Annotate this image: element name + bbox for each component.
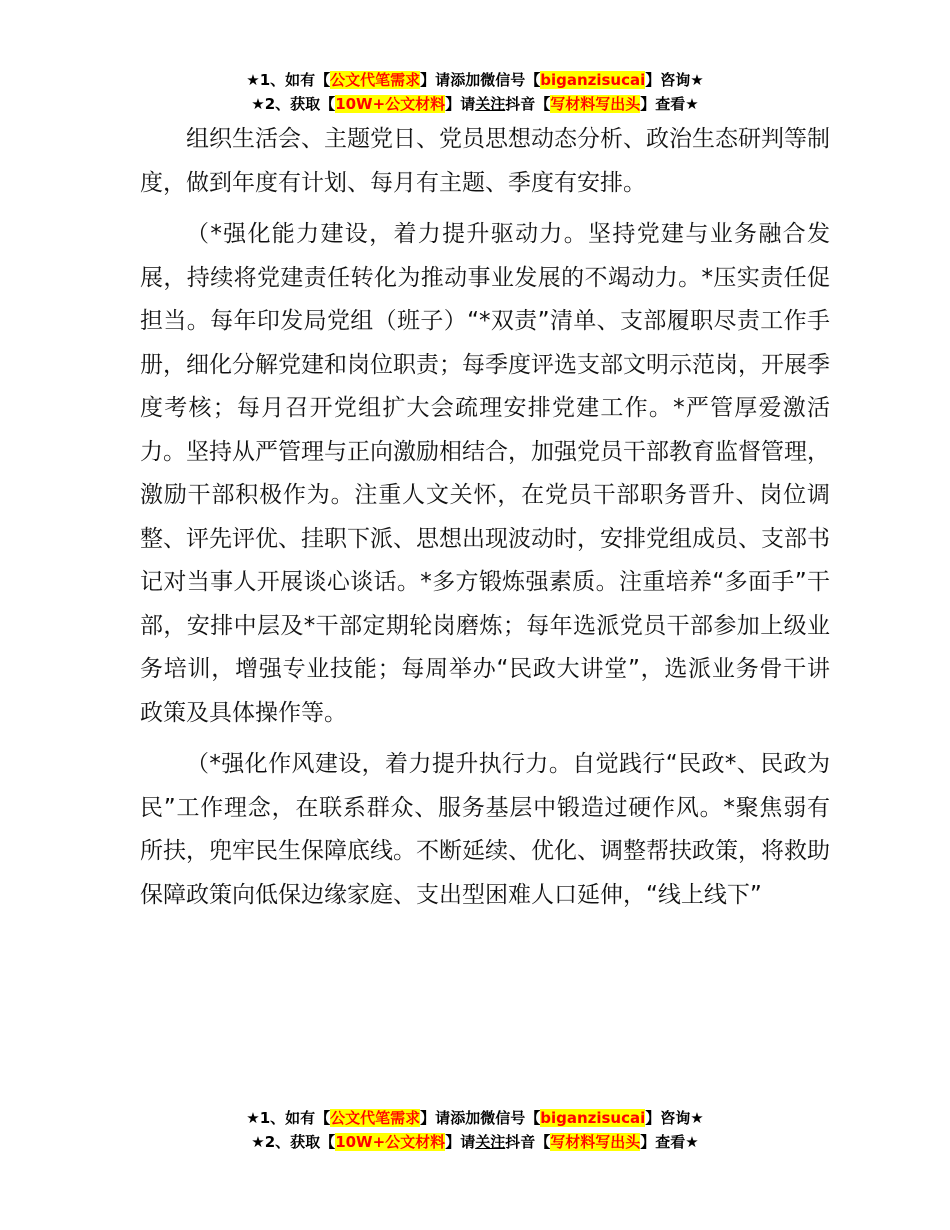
footer-line-2-mid2: 抖音【 xyxy=(505,1133,551,1151)
footer-line-1-mid2: 微信号【 xyxy=(480,1109,541,1127)
footer-wechat-id: biganzisucai xyxy=(540,1109,646,1127)
header-line-2 xyxy=(0,92,950,116)
footer-line-1-mid1: 】请 xyxy=(420,1109,451,1127)
douyin-account: 写材料写出头 xyxy=(550,95,641,113)
service-highlight: 公文代笔需求 xyxy=(330,71,421,89)
footer-banner xyxy=(0,1106,950,1154)
header-banner xyxy=(0,68,950,116)
footer-douyin-account: 写材料写出头 xyxy=(550,1133,641,1151)
footer-line-2-mid1: 】请 xyxy=(445,1133,476,1151)
header-line-1-mid1: 】请 xyxy=(420,71,451,89)
footer-materials-highlight: 10W+公文材料 xyxy=(335,1133,446,1151)
header-line-1-suffix: 】咨询★ xyxy=(645,71,704,89)
footer-line-2 xyxy=(0,1130,950,1154)
footer-service-highlight: 公文代笔需求 xyxy=(330,1109,421,1127)
paragraph-3: （*强化作风建设，着力提升执行力。自觉践行“民政*、民政为民”工作理念，在联系群众、服务基层中锻造过硬作风。*聚焦弱有所扶，兜牢民生保障底线。不断延续、优化、调整帮扶政策，将救助保障政策向低保边缘家庭、支出型困难人口延伸，“线上线下” xyxy=(140,751,830,908)
header-line-1-prefix: ★1、如有【 xyxy=(246,71,331,89)
header-line-2-prefix: ★2、获取【 xyxy=(251,95,336,113)
footer-line-1-emph: 添加 xyxy=(450,1109,481,1127)
header-line-1-emph: 添加 xyxy=(450,71,481,89)
header-line-1-mid2: 微信号【 xyxy=(480,71,541,89)
header-line-2-emph: 关注 xyxy=(475,95,506,113)
footer-line-2-prefix: ★2、获取【 xyxy=(251,1133,336,1151)
footer-line-1-prefix: ★1、如有【 xyxy=(246,1109,331,1127)
footer-line-2-suffix: 】查看★ xyxy=(640,1133,699,1151)
footer-line-1 xyxy=(0,1106,950,1130)
header-line-2-suffix: 】查看★ xyxy=(640,95,699,113)
header-line-2-mid2: 抖音【 xyxy=(505,95,551,113)
materials-highlight: 10W+公文材料 xyxy=(335,95,446,113)
wechat-id: biganzisucai xyxy=(540,71,646,89)
footer-line-1-suffix: 】咨询★ xyxy=(645,1109,704,1127)
header-line-2-mid1: 】请 xyxy=(445,95,476,113)
footer-line-2-emph: 关注 xyxy=(475,1133,506,1151)
paragraph-2: （*强化能力建设，着力提升驱动力。坚持党建与业务融合发展，持续将党建责任转化为推动事业发展的不竭动力。*压实责任促担当。每年印发局党组（班子）“*双责”清单、支部履职尽责工作手册，细化分解党建和岗位职责；每季度评选支部文明示范岗，开展季度考核；每月召开党组扩大会疏理安排党建工作。*严管厚爱激活力。坚持从严管理与正向激励相结合，加强党员干部教育监督管理，激励干部积极作为。注重人文关怀，在党员干部职务晋升、岗位调整、评先评优、挂职下派、思想出现波动时，安排党组成员、支部书记对当事人开展谈心谈话。*多方锻炼强素质。注重培养“多面手”干部，安排中层及*干部定期轮岗磨炼；每年选派党员干部参加上级业务培训，增强专业技能；每周举办“民政大讲堂”，选派业务骨干讲政策及具体操作等。 xyxy=(140,221,830,726)
header-line-1 xyxy=(0,68,950,92)
document-body xyxy=(140,118,830,917)
paragraph-1: 组织生活会、主题党日、党员思想动态分析、政治生态研判等制度，做到年度有计划、每月有主题、季度有安排。 xyxy=(140,126,830,196)
